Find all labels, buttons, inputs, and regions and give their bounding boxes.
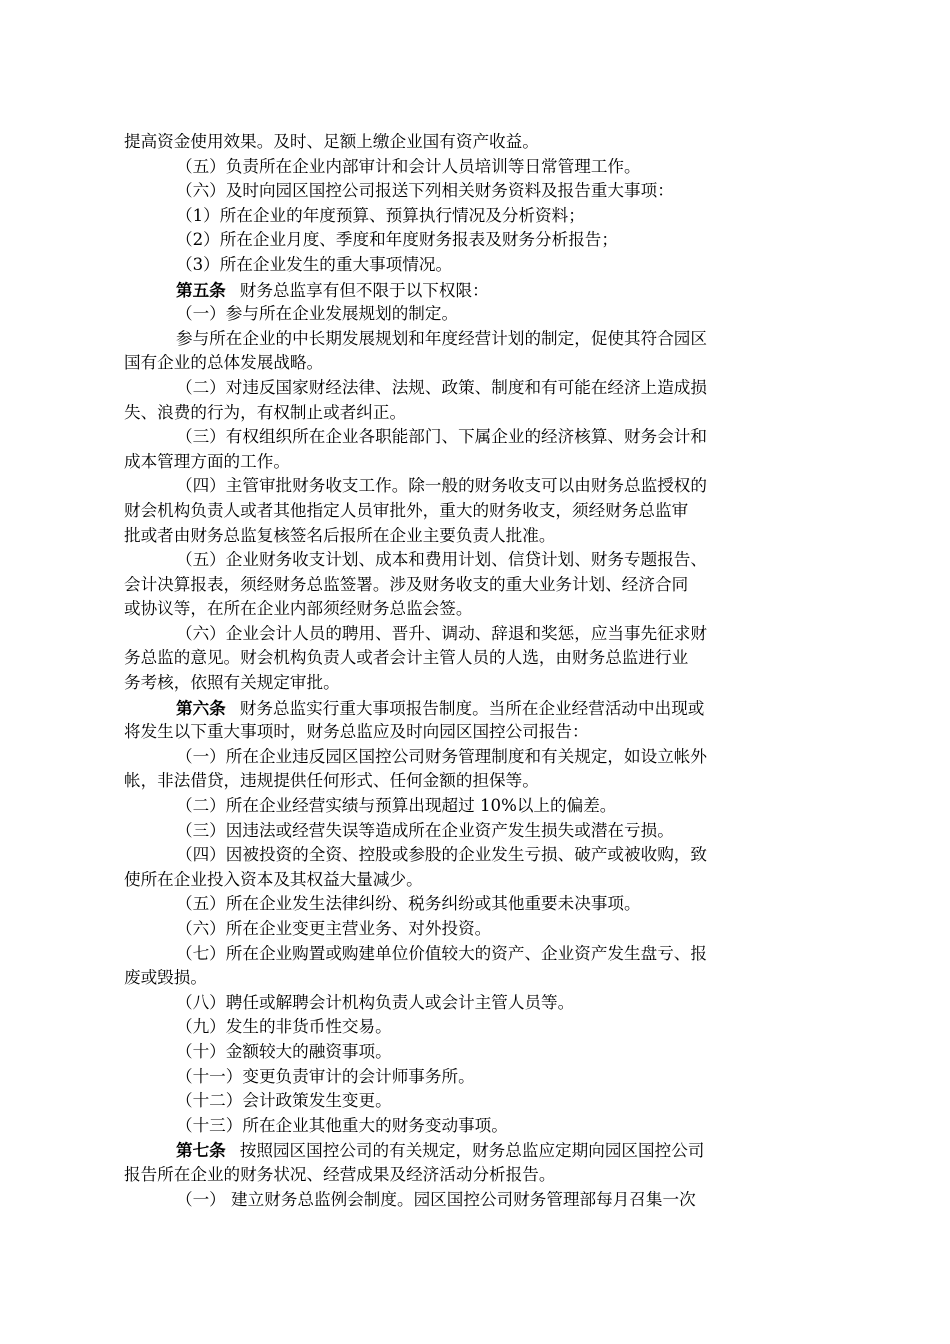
line-text: （二）对违反国家财经法律、法规、政策、制度和有可能在经济上造成损 (176, 377, 707, 397)
line-text: 财务总监享有但不限于以下权限： (239, 280, 489, 300)
line-text: 参与所在企业的中长期发展规划和年度经营计划的制定，促使其符合园区 (176, 328, 707, 348)
line-text: （三）因违法或经营失误等造成所在企业资产发生损失或潜在亏损。 (176, 820, 674, 840)
text-line (124, 597, 784, 622)
line-text: 使所在企业投入资本及其权益大量减少。 (124, 869, 423, 889)
line-text: （一） 建立财务总监例会制度。园区国控公司财务管理部每月召集一次 (176, 1189, 696, 1209)
line-text: （十三）所在企业其他重大的财务变动事项。 (176, 1115, 508, 1135)
text-line (124, 843, 784, 868)
text-line (124, 155, 784, 180)
article-line (124, 1138, 784, 1163)
text-line (124, 745, 784, 770)
text-line (124, 991, 784, 1016)
article-heading: 第七条 (176, 1140, 226, 1161)
text-line (124, 573, 784, 598)
text-line (124, 720, 784, 745)
text-line (124, 499, 784, 524)
text-line (124, 942, 784, 967)
text-line (124, 671, 784, 696)
document-page (124, 130, 784, 1212)
text-line (124, 1089, 784, 1114)
text-line (124, 1065, 784, 1090)
line-text: 报告所在企业的财务状况、经营成果及经济活动分析报告。 (124, 1164, 556, 1184)
text-line (124, 1163, 784, 1188)
text-line (124, 548, 784, 573)
line-text: 成本管理方面的工作。 (124, 451, 290, 471)
line-text: （2）所在企业月度、季度和年度财务报表及财务分析报告； (176, 230, 618, 250)
line-text: （3）所在企业发生的重大事项情况。 (176, 254, 453, 274)
line-text: （六）所在企业变更主营业务、对外投资。 (176, 919, 492, 938)
text-line (124, 819, 784, 844)
text-line (124, 376, 784, 401)
line-text: （1）所在企业的年度预算、预算执行情况及分析资料； (176, 205, 585, 225)
line-text: （六）企业会计人员的聘用、晋升、调动、辞退和奖惩，应当事先征求财 (176, 623, 707, 643)
line-text: 批或者由财务总监复核签名后报所在企业主要负责人批准。 (124, 525, 556, 545)
text-line (124, 622, 784, 647)
text-line (124, 474, 784, 499)
article-heading: 第六条 (176, 697, 226, 718)
text-line (124, 130, 784, 155)
line-text: 失、浪费的行为，有权制止或者纠正。 (124, 402, 407, 422)
text-line (124, 966, 784, 991)
line-text: （三）有权组织所在企业各职能部门、下属企业的经济核算、财务会计和 (176, 427, 707, 447)
text-line (124, 253, 784, 278)
line-text: 帐，非法借贷，违规提供任何形式、任何金额的担保等。 (124, 771, 539, 791)
line-text: （五）负责所在企业内部审计和会计人员培训等日常管理工作。 (176, 156, 641, 176)
text-line (124, 1040, 784, 1065)
text-line (124, 794, 784, 819)
article-heading: 第五条 (176, 279, 226, 300)
line-text: （十一）变更负责审计的会计师事务所。 (176, 1066, 475, 1086)
article-line (124, 696, 784, 721)
text-line (124, 769, 784, 794)
line-text: 财务总监实行重大事项报告制度。当所在企业经营活动中出现或 (239, 698, 705, 718)
line-text: 废或毁损。 (124, 968, 207, 988)
line-text: （八）聘任或解聘会计机构负责人或会计主管人员等。 (176, 992, 575, 1012)
line-text: 按照园区国控公司的有关规定，财务总监应定期向园区国控公司 (239, 1141, 705, 1161)
text-line (124, 351, 784, 376)
line-text: 会计决算报表，须经财务总监签署。涉及财务收支的重大业务计划、经济合同 (124, 574, 689, 594)
text-line (124, 179, 784, 204)
line-text: （九）发生的非货币性交易。 (176, 1017, 392, 1037)
text-line (124, 327, 784, 352)
line-text: 务总监的意见。财会机构负责人或者会计主管人员的人选，由财务总监进行业 (124, 648, 689, 668)
text-line (124, 524, 784, 549)
line-text: 财会机构负责人或者其他指定人员审批外，重大的财务收支，须经财务总监审 (124, 500, 689, 520)
line-text: （六）及时向园区国控公司报送下列相关财务资料及报告重大事项： (176, 181, 674, 201)
line-text: （十二）会计政策发生变更。 (176, 1091, 392, 1111)
text-line (124, 1188, 784, 1213)
line-text: （一）所在企业违反园区国控公司财务管理制度和有关规定，如设立帐外 (176, 746, 707, 766)
text-line (124, 646, 784, 671)
text-line (124, 425, 784, 450)
text-line (124, 401, 784, 426)
line-text: 或协议等，在所在企业内部须经财务总监会签。 (124, 599, 473, 619)
text-line (124, 204, 784, 229)
line-text: （七）所在企业购置或购建单位价值较大的资产、企业资产发生盘亏、报 (176, 943, 707, 963)
text-line (124, 892, 784, 917)
line-text: （五）企业财务收支计划、成本和费用计划、信贷计划、财务专题报告、 (176, 550, 707, 570)
article-line (124, 278, 784, 303)
line-text: （四）主管审批财务收支工作。除一般的财务收支可以由财务总监授权的 (176, 476, 707, 496)
line-text: （五）所在企业发生法律纠纷、税务纠纷或其他重要未决事项。 (176, 894, 641, 914)
text-line (124, 917, 784, 942)
text-line (124, 868, 784, 893)
line-text: 提高资金使用效果。及时、足额上缴企业国有资产收益。 (124, 132, 539, 151)
text-line (124, 1015, 784, 1040)
line-text: （四）因被投资的全资、控股或参股的企业发生亏损、破产或被收购，致 (176, 845, 707, 865)
line-text: 将发生以下重大事项时，财务总监应及时向园区国控公司报告： (124, 722, 589, 742)
text-line (124, 450, 784, 475)
line-text: （十）金额较大的融资事项。 (176, 1041, 392, 1061)
line-text: （二）所在企业经营实绩与预算出现超过 10%以上的偏差。 (176, 796, 617, 816)
text-line (124, 1114, 784, 1139)
text-line (124, 302, 784, 327)
text-line (124, 228, 784, 253)
line-text: 国有企业的总体发展战略。 (124, 353, 324, 373)
line-text: 务考核，依照有关规定审批。 (124, 673, 340, 693)
line-text: （一）参与所在企业发展规划的制定。 (176, 304, 459, 324)
